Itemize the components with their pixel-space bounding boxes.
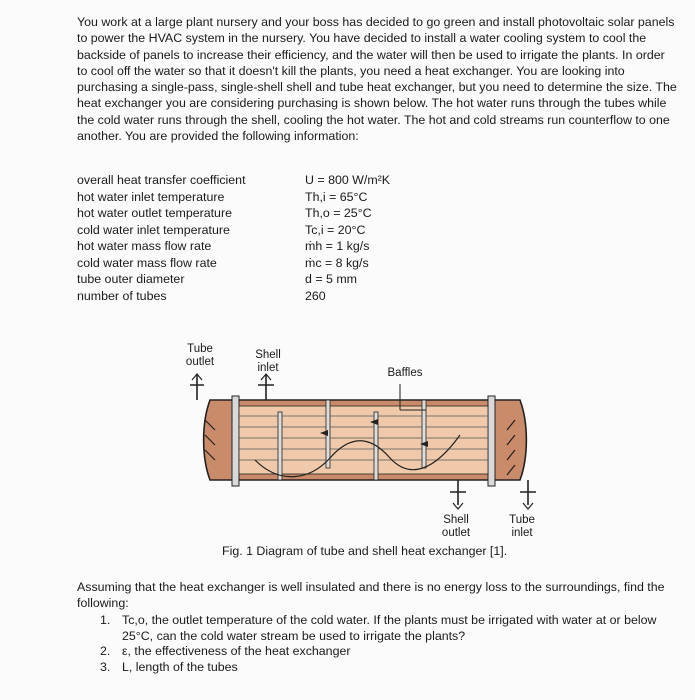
tube-inlet-nozzle xyxy=(520,480,536,505)
left-tube-sheet xyxy=(232,396,239,486)
assumption-text: Assuming that the heat exchanger is well insulated and there is no energy loss to the surroundings, find the following: xyxy=(77,580,665,610)
shell-inlet-nozzle xyxy=(258,375,274,400)
question-item xyxy=(100,613,660,644)
given-value: Th,o = 25°C xyxy=(305,206,372,220)
given-value: U = 800 W/m²K xyxy=(305,173,391,187)
tube-inlet-label-line: inlet xyxy=(511,527,533,539)
shell-inlet-label-line: inlet xyxy=(257,362,279,374)
tube-inlet-label-line: Tube xyxy=(509,514,535,526)
right-tube-sheet xyxy=(488,396,495,486)
given-label: overall heat transfer coefficient xyxy=(77,173,246,187)
question-item xyxy=(100,660,660,676)
question-list xyxy=(100,613,660,675)
given-label: tube outer diameter xyxy=(77,272,185,286)
question-number: 3. xyxy=(100,659,111,674)
given-value: ṁh = 1 kg/s xyxy=(305,239,370,253)
shell-inlet-label-line: Shell xyxy=(255,349,281,361)
question-text: L, length of the tubes xyxy=(122,659,238,674)
tube-outlet-nozzle xyxy=(190,375,204,400)
question-text: ε, the effectiveness of the heat exchanger xyxy=(122,644,351,658)
tube-outlet-label xyxy=(182,343,218,369)
given-value: ṁc = 8 kg/s xyxy=(305,255,369,270)
tube-outlet-label-line: Tube xyxy=(187,343,213,355)
question-number: 2. xyxy=(100,644,111,658)
shell-outlet-label-line: outlet xyxy=(441,527,471,539)
given-label: hot water inlet temperature xyxy=(77,189,225,204)
baffle xyxy=(278,412,282,480)
question-item xyxy=(100,644,660,660)
given-value: d = 5 mm xyxy=(305,272,357,286)
shell-inlet-label xyxy=(250,349,286,375)
given-label: cold water mass flow rate xyxy=(77,255,217,270)
tube-outlet-label-line: outlet xyxy=(185,356,215,368)
shell-outlet-label xyxy=(436,514,476,540)
heat-exchanger-diagram xyxy=(170,340,565,545)
question-number: 1. xyxy=(100,613,111,627)
shell-outlet-label-line: Shell xyxy=(443,514,469,526)
given-value: Th,i = 65°C xyxy=(305,189,368,204)
shell-outlet-nozzle xyxy=(450,480,466,505)
given-value: 260 xyxy=(305,288,326,303)
question-text: Tc,o, the outlet temperature of the cold water. If the plants must be irrigated with water at or below 25°C, can the cold water stream be used to irrigate the plants? xyxy=(122,613,657,643)
given-label: number of tubes xyxy=(77,288,167,303)
given-label: cold water inlet temperature xyxy=(77,222,230,237)
given-label: hot water mass flow rate xyxy=(77,239,212,253)
problem-statement: You work at a large plant nursery and your boss has decided to go green and install photovoltaic solar panels to power the HVAC system in the nursery. You have decided to install a water cooling system to cool the backside of panels to increase their efficiency, and the water will then be used to irrigate the plants. In order to cool off the water so that it doesn't kill the plants, you need a heat exchanger. You are looking into purchasing a single-pass, single-shell shell and tube heat exchanger, but you need to determine the size. The heat exchanger you are considering purchasing is shown below. The hot water runs through the tubes while the cold water runs through the shell, cooling the hot water. The hot and cold streams run counterflow to one another. You are provided the following information: xyxy=(77,15,677,144)
given-value: Tc,i = 20°C xyxy=(305,222,366,237)
tube-inlet-label xyxy=(504,514,540,540)
given-label: hot water outlet temperature xyxy=(77,206,232,220)
figure-caption: Fig. 1 Diagram of tube and shell heat exchanger [1]. xyxy=(222,544,508,558)
baffles-label: Baffles xyxy=(387,367,423,379)
